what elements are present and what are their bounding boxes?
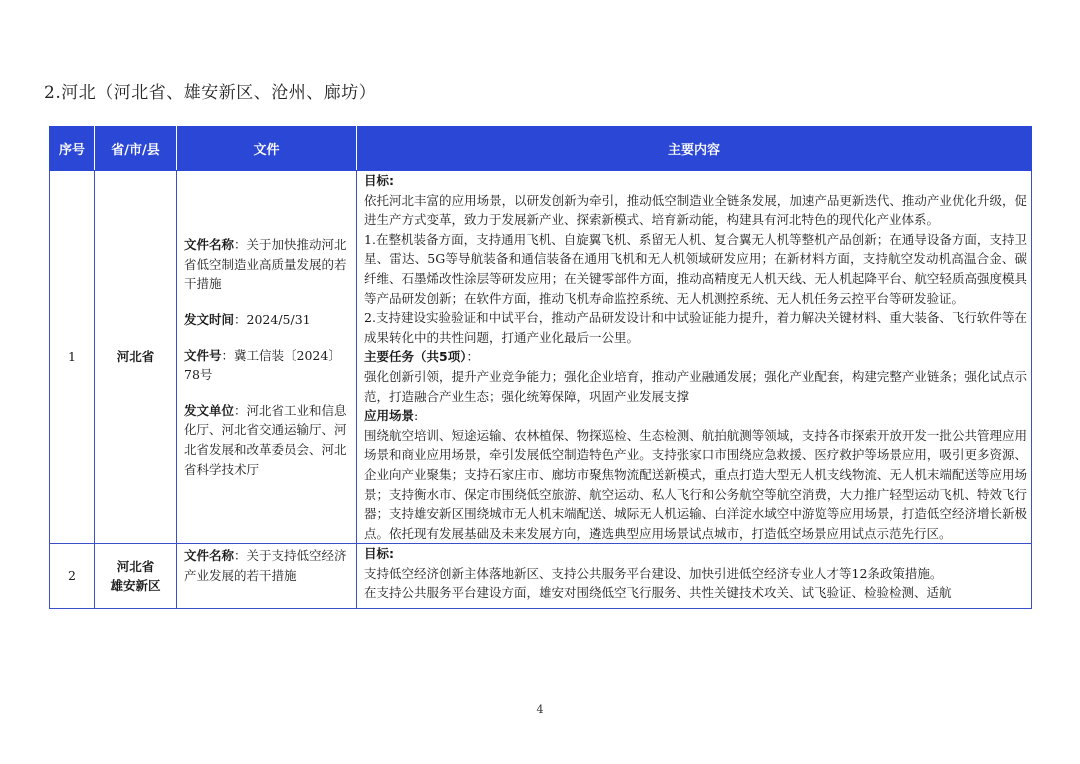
row-document — [177, 544, 357, 609]
row-document — [177, 171, 357, 544]
header-document: 文件 — [177, 127, 357, 171]
row-index: 1 — [50, 171, 95, 544]
doc-name: 文件名称：关于加快推动河北省低空制造业高质量发展的若干措施 — [184, 237, 347, 292]
tasks-heading: 主要任务（共5项）： — [364, 349, 479, 365]
scenes-heading: 应用场景: — [364, 408, 419, 424]
doc-issuer: 发文单位：河北省工业和信息化厅、河北省交通运输厅、河北省发展和改革委员会、河北省科学技术厅 — [184, 402, 347, 477]
row-province: 河北省 雄安新区 — [95, 544, 177, 609]
page-number: 4 — [536, 703, 544, 716]
goal-item-1: 1.在整机装备方面，支持通用飞机、自旋翼飞机、系留无人机、复合翼无人机等整机产品创新；在通导设备方面，支持卫星、雷达、5G等导航装备和通信装备在通用飞机和无人机领域研发应用；在新材料方面，支持航空发动机高温合金、碳纤维、石墨烯改性涂层等研发应用；在关键零部件方面，推动高精度无人机天线、无人机起降平台、航空轻质高强度模具等产品研发创新；在软件方面，推动飞机寿命监控系统、无人机测控系统、无人机任务云控平台等研发验证。 — [364, 231, 1027, 306]
goal-text: 依托河北丰富的应用场景，以研发创新为牵引，推动低空制造业全链条发展，加速产品更新迭代、推动产业优化升级，促进生产方式变革，致力于发展新产业、探索新模式、培育新动能，构建具有河北特色的现代化产业体系。 — [364, 192, 1027, 228]
row-content — [357, 544, 1032, 609]
policy-table — [49, 126, 1032, 609]
header-content: 主要内容 — [357, 127, 1032, 171]
tasks-text: 强化创新引领，提升产业竞争能力；强化企业培育，推动产业融通发展；强化产业配套，构建完整产业链条；强化试点示范，打造融合产业生态；强化统筹保障，巩固产业发展支撑 — [364, 368, 1027, 404]
goal-heading: 目标: — [364, 173, 394, 188]
scenes-text: 围绕航空培训、短途运输、农林植保、物探巡检、生态检测、航拍航测等领域，支持各市探索开放开发一批公共管理应用场景和商业应用场景，牵引发展低空制造特色产业。支持张家口市围绕应急救援、医疗救护等场景应用，吸引更多资源、企业向产业聚集；支持石家庄市、廊坊市聚焦物流配送新模式，重点打造大型无人机支线物流、无人机末端配送等应用场景；支持衡水市、保定市围绕低空旅游、航空运动、私人飞行和公务航空等航空消费，大力推广轻型运动飞机、特效飞行器；支持雄安新区围绕城市无人机末端配送、城际无人机运输、白洋淀水域空中游览等应用场景，打造低空经济增长新极点。依托现有发展基础及未来发展方向，遴选典型应用场景试点城市，打造低空场景应用试点示范先行区。 — [364, 427, 1027, 541]
goal-text: 支持低空经济创新主体落地新区、支持公共服务平台建设、加快引进低空经济专业人才等12条政策措施。 — [364, 565, 943, 581]
goal-text-continued: 在支持公共服务平台建设方面，雄安对围绕低空飞行服务、共性关键技术攻关、试飞验证、检验检测、适航 — [364, 585, 952, 601]
doc-date: 发文时间：2024/5/31 — [184, 311, 311, 327]
section-title: 2.河北（河北省、雄安新区、沧州、廊坊） — [44, 83, 377, 103]
row-province: 河北省 — [95, 171, 177, 544]
table-row — [50, 544, 1032, 609]
table-row — [50, 171, 1032, 544]
goal-item-2: 2.支持建设实验验证和中试平台，推动产品研发设计和中试验证能力提升，着力解决关键材料、重大装备、飞行软件等在成果转化中的共性问题，打通产业化最后一公里。 — [364, 310, 1027, 345]
header-idx: 序号 — [50, 127, 95, 171]
row-content — [357, 171, 1032, 544]
doc-name: 文件名称：关于支持低空经济产业发展的若干措施 — [184, 548, 347, 583]
doc-number: 文件号：冀工信装〔2024〕78号 — [184, 347, 341, 383]
row-index: 2 — [50, 544, 95, 609]
header-province: 省/市/县 — [95, 127, 177, 171]
table-header-row — [50, 127, 1032, 171]
goal-heading: 目标: — [364, 546, 394, 562]
